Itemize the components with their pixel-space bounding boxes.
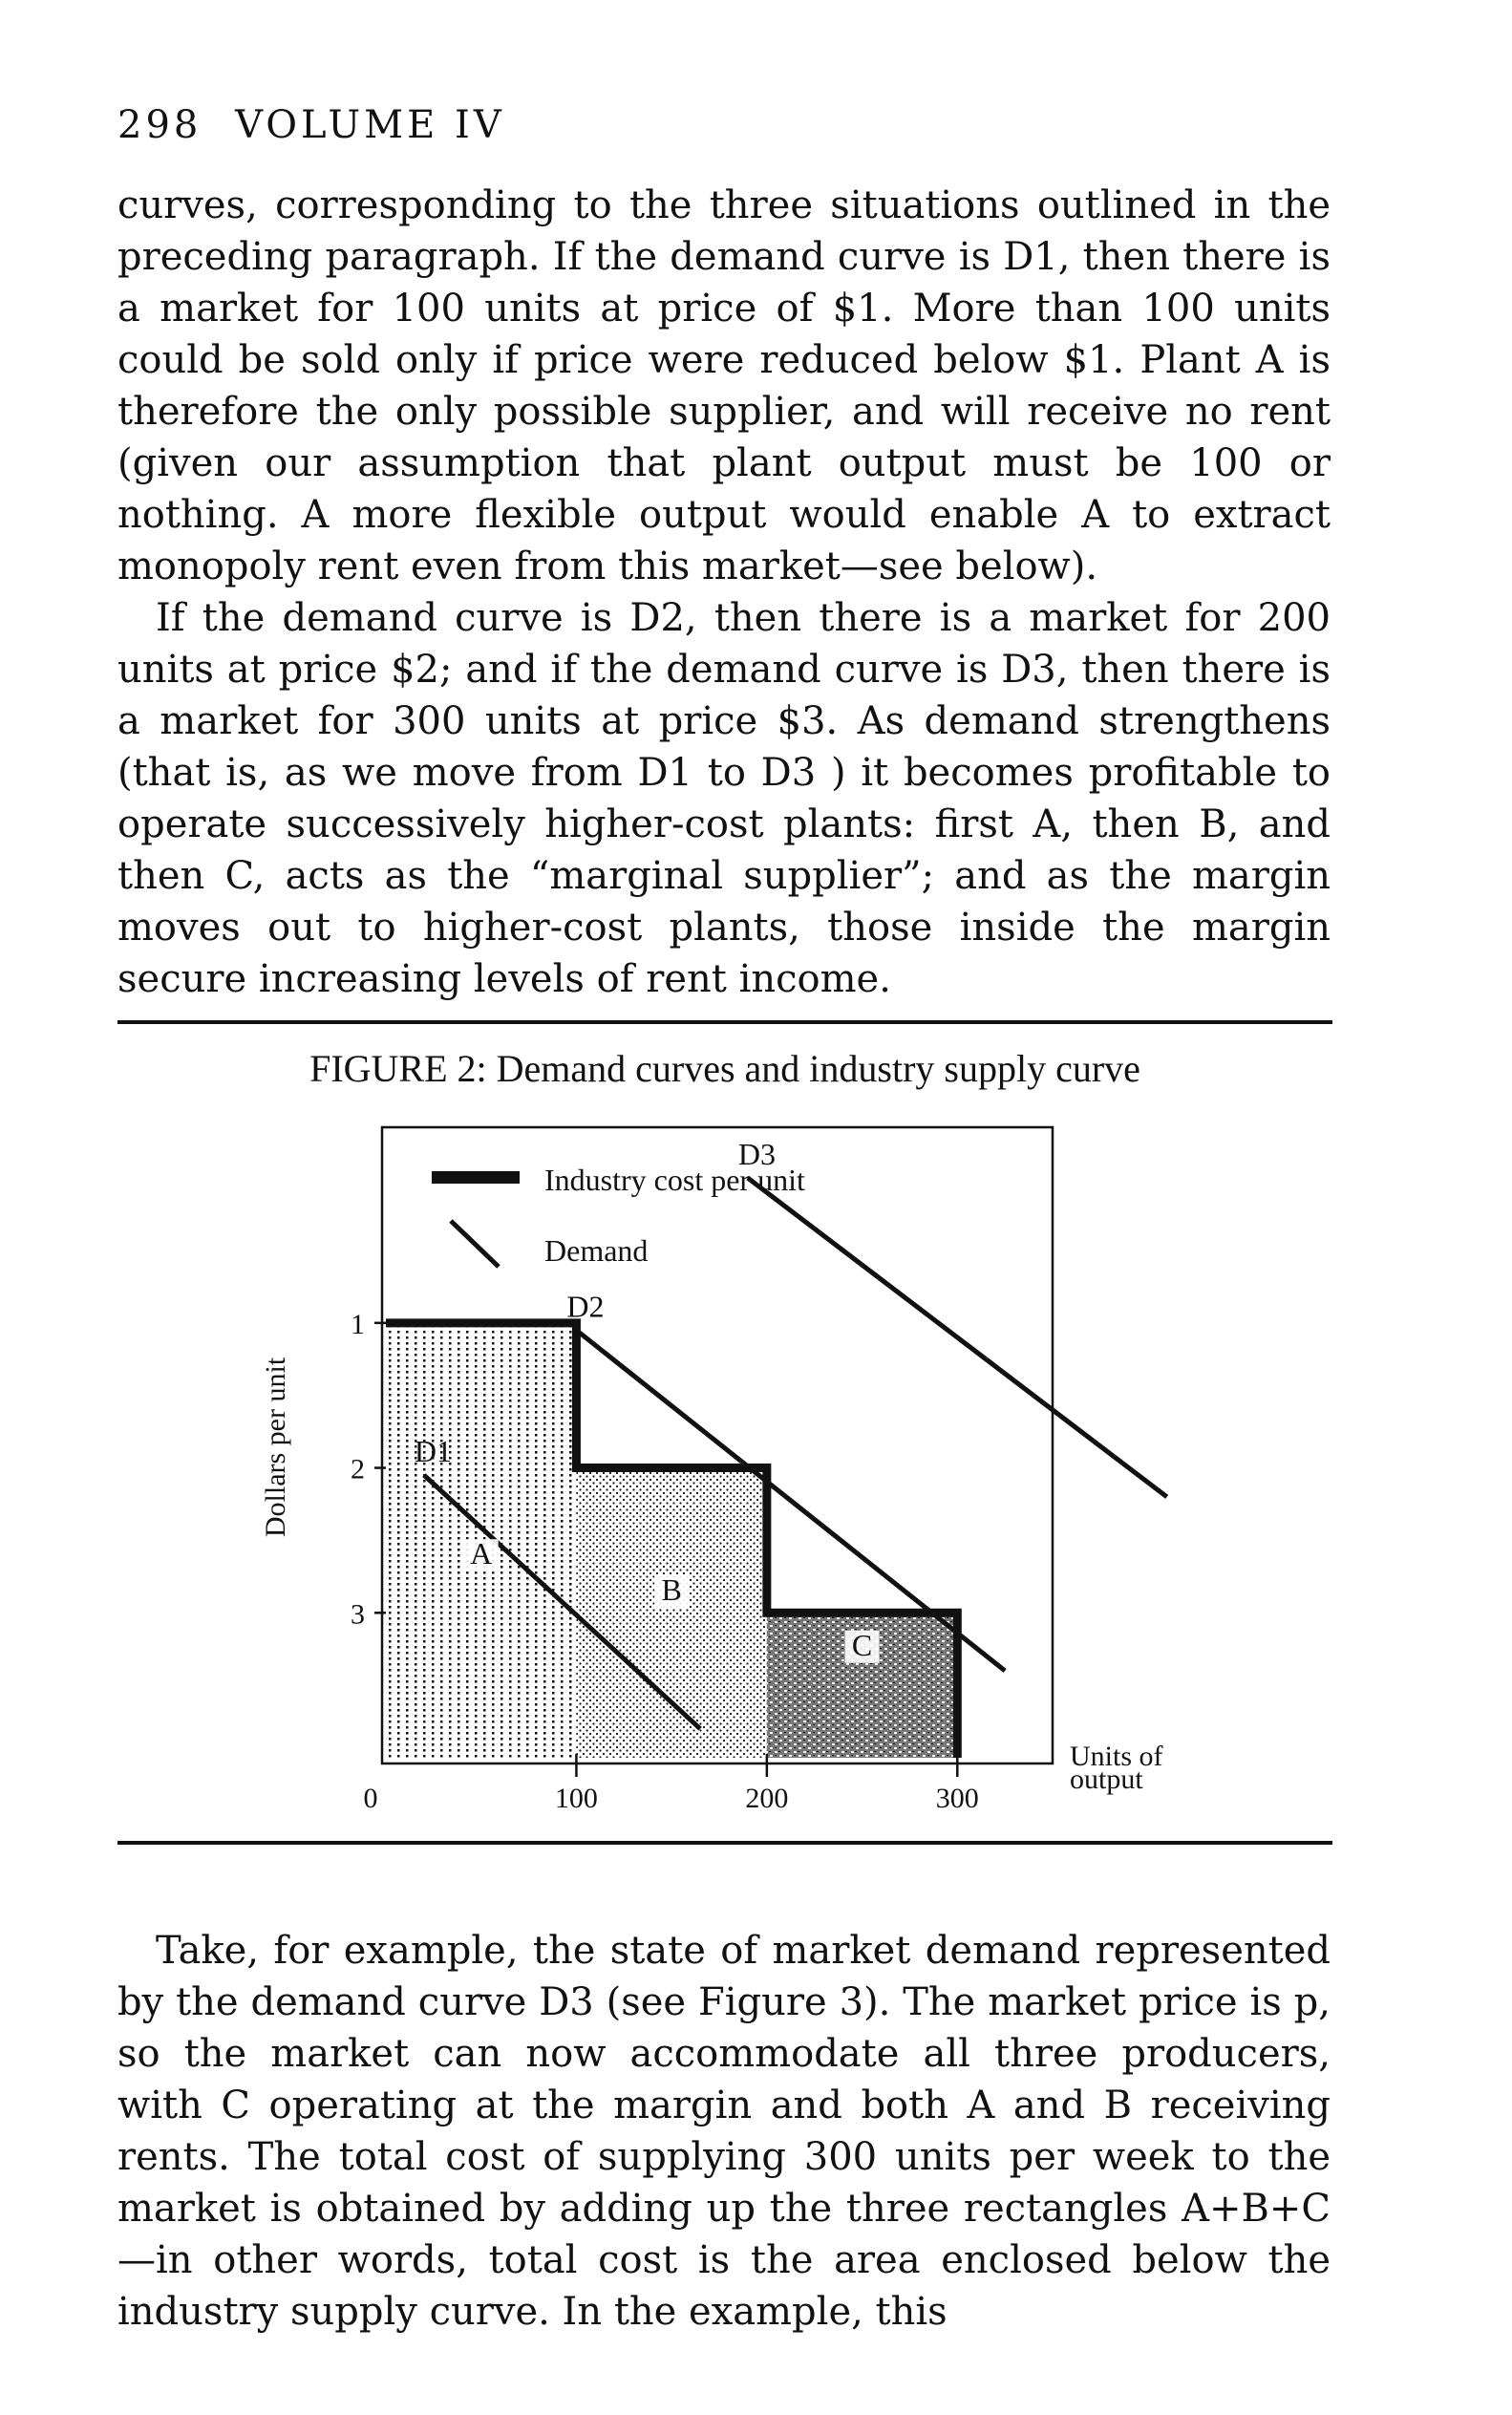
legend-label-supply: Industry cost per unit xyxy=(544,1163,805,1197)
demand-label-d1: D1 xyxy=(414,1434,452,1469)
page-number: 298 xyxy=(117,103,202,147)
demand-label-d3: D3 xyxy=(737,1137,777,1172)
y-axis-label: Dollars per unit xyxy=(260,1357,291,1538)
plant-label-c: C xyxy=(851,1627,873,1662)
paragraph-2: If the demand curve is D2, then there is a market for 200 units at price $2; and if the demand curve is D3, then there is a market for 300 units at price $3. As demand strengthens (that is, as we move from D1 to D3 ) it becomes profitable to operate successively higher-cost plants: first A, then B, and then C, acts as the “marginal supplier”; and as the margin moves out to higher-cost plants, those inside the margin secure increasing levels of rent income. xyxy=(117,596,1331,1001)
x-tick-label-100: 100 xyxy=(554,1783,598,1814)
supply-area-b xyxy=(576,1468,766,1758)
demand-label-d2: D2 xyxy=(566,1289,605,1324)
x-tick-label-200: 200 xyxy=(745,1783,789,1814)
x-tick-label-300: 300 xyxy=(935,1783,979,1814)
paragraph-1: curves, corresponding to the three situations outlined in the preceding paragraph. If the demand curve is D1, then there is a market for 100 units at price of $1. More than 100 units could be sold only if price were reduced below $1. Plant A is therefore the only possible supplier, and will receive no rent (given our assumption that plant output must be 100 or nothing. A more flexible output would enable A to extract monopoly rent even from this market—see below). xyxy=(117,183,1331,588)
demand-curve-d3 xyxy=(748,1178,1167,1497)
legend-swatch-demand xyxy=(451,1221,499,1267)
paragraph-3: Take, for example, the state of market demand represented by the demand curve D3 (see Figure 3). The market price is p, so the market can now accommodate all three producers, with C operating at the margin and both A and B receiving rents. The total cost of supplying 300 units per week to the market is obtained by adding up the three rectangles A+B+C—in other words, total cost is the area enclosed below the industry supply curve. In the example, this xyxy=(117,1929,1331,2334)
plant-label-a: A xyxy=(470,1536,493,1571)
plant-label-b: B xyxy=(661,1572,682,1608)
x-tick-label-0: 0 xyxy=(363,1783,378,1814)
x-axis-label-line-1: Units of xyxy=(1070,1741,1163,1772)
y-tick-label-1: 1 xyxy=(351,1308,365,1340)
y-tick-label-2: 2 xyxy=(351,1453,365,1485)
figure-caption: FIGURE 2: Demand curves and industry supply curve xyxy=(309,1047,1140,1090)
legend-swatch-supply xyxy=(432,1171,520,1184)
figure-bottom-rule xyxy=(117,1841,1332,1845)
running-title: VOLUME IV xyxy=(235,103,505,147)
legend-label-demand: Demand xyxy=(544,1233,649,1268)
x-axis-label-line-2: output xyxy=(1070,1763,1143,1795)
y-tick-label-3: 3 xyxy=(351,1598,365,1631)
x-axis-label xyxy=(1070,1741,1163,1795)
